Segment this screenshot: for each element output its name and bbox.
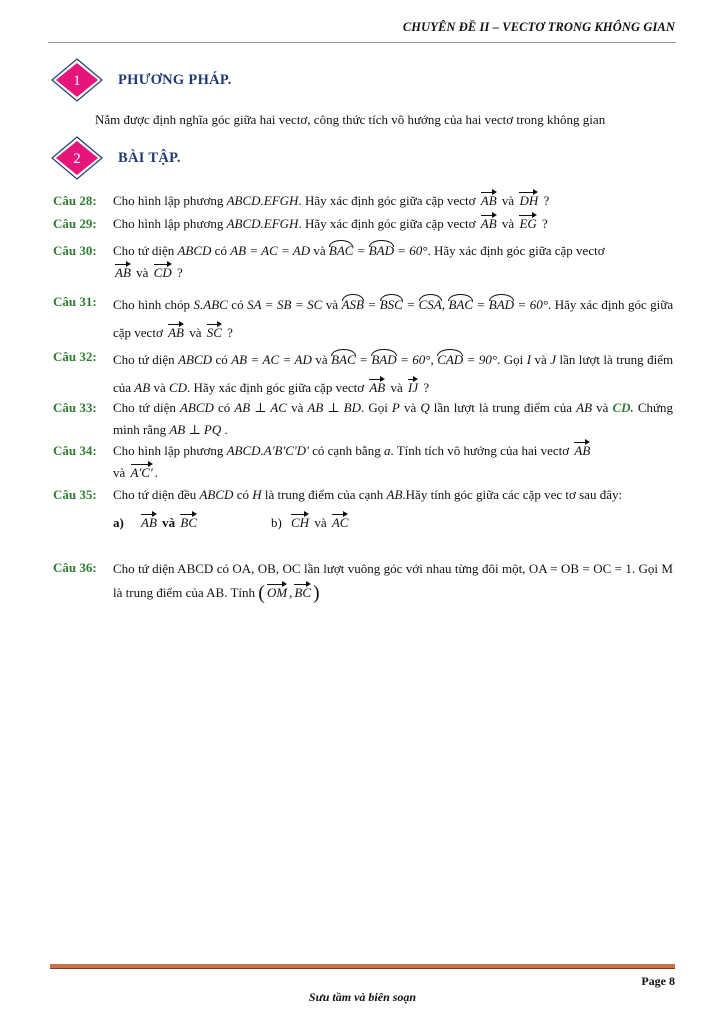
vector-ab: AB: [168, 325, 184, 340]
vector-a-prime-c-prime: A'C': [130, 465, 153, 480]
q-text: và: [136, 265, 149, 280]
angle-bsc: BSC: [380, 294, 403, 312]
q-math: a: [383, 443, 391, 458]
q-text: . Hãy xác định góc giữa cặp vectơ: [187, 380, 365, 395]
q-math: CD.: [612, 400, 634, 415]
q-math: AB ⊥ PQ: [169, 422, 222, 437]
angle-bac: BAC: [329, 240, 354, 258]
q-text: . Hãy xác định góc giữa cặp vectơ: [298, 193, 476, 208]
q-math: AB: [576, 400, 593, 415]
q-text: Cho tứ diện: [113, 243, 175, 258]
q-math: =: [356, 243, 366, 258]
question-label: Câu 34:: [53, 443, 97, 458]
q-text: Cho tứ diện: [113, 400, 176, 415]
q-text: và: [189, 325, 202, 340]
q-math: =: [476, 297, 486, 312]
vector-dh: DH: [519, 193, 539, 208]
q-math: AB ⊥ AC: [234, 400, 287, 415]
sub-question-b: [289, 512, 350, 534]
question-35: [53, 484, 673, 536]
angle-bad: BAD: [369, 240, 394, 258]
vector-ch: CH: [291, 515, 310, 530]
question-34: [53, 440, 673, 484]
q-text: ?: [176, 265, 183, 280]
q-text: Cho hình lập phương: [113, 443, 224, 458]
vector-ab: AB: [141, 515, 157, 530]
angle-asb: ASB: [342, 294, 364, 312]
q-math: I: [526, 352, 532, 367]
q-text: lần lượt là trung điểm của: [113, 352, 674, 395]
q-text: Chứng minh rằng: [113, 400, 674, 437]
question-36: [53, 557, 673, 605]
angle-cad: CAD: [437, 349, 463, 367]
q-text: có: [214, 243, 227, 258]
q-text: . Gọi: [497, 352, 524, 367]
document-header: CHUYÊN ĐỀ II – VECTƠ TRONG KHÔNG GIAN: [402, 20, 675, 34]
question-32: [53, 346, 673, 402]
question-30: [53, 240, 673, 284]
vector-ab: AB: [574, 443, 591, 458]
q-text: Cho tứ diện: [113, 352, 175, 367]
question-28: [53, 190, 673, 212]
q-math: =: [406, 297, 416, 312]
question-33: [53, 397, 673, 441]
vector-ab: AB: [369, 380, 386, 395]
question-label: Câu 28:: [53, 193, 97, 208]
q-text: .Hãy tính góc giữa các cặp vec tơ sau đây:: [402, 487, 623, 502]
q-math: AB = AC = AD: [230, 243, 311, 258]
question-label: Câu 33:: [53, 400, 97, 415]
sub-question-b-label: b): [271, 515, 282, 530]
q-text: . Hãy xác định góc giữa cặp vectơ: [113, 297, 674, 340]
sub-question-a: [139, 512, 199, 534]
q-math: ABCD: [199, 487, 234, 502]
q-math: ABCD.A'B'C'D': [226, 443, 309, 458]
header-divider: [48, 42, 676, 43]
q-text: và: [313, 243, 326, 258]
question-label: Câu 32:: [53, 349, 97, 364]
q-text: và: [314, 515, 327, 530]
q-text: lần lượt là trung điểm của: [433, 400, 573, 415]
vector-ac: AC: [331, 515, 349, 530]
q-math: ABCD.EFGH: [226, 193, 299, 208]
q-text: .: [154, 465, 158, 480]
q-text: và: [390, 380, 403, 395]
q-text: . Tính tích vô hướng của hai vectơ: [390, 443, 570, 458]
q-text: và: [153, 380, 166, 395]
vector-bc: BC: [294, 585, 312, 600]
q-text: Cho hình chóp: [113, 297, 191, 312]
q-math: S.ABC: [193, 297, 228, 312]
question-label: Câu 31:: [53, 294, 97, 309]
q-math: AB: [386, 487, 403, 502]
angle-csa: CSA: [419, 294, 442, 312]
angle-bac: BAC: [448, 294, 473, 312]
angle-bad: BAD: [371, 349, 396, 367]
q-text: và: [325, 297, 339, 312]
footer-divider: [50, 964, 675, 969]
q-text: ?: [423, 380, 430, 395]
section-exercises: [48, 136, 348, 180]
question-label: Câu 30:: [53, 243, 97, 258]
q-math: ABCD: [178, 352, 213, 367]
section-number: 1: [73, 73, 81, 89]
q-text: và: [534, 352, 547, 367]
q-paren: (: [258, 582, 265, 604]
q-math: ABCD: [179, 400, 214, 415]
q-math: = 60°: [400, 352, 431, 367]
vector-ab: AB: [115, 265, 131, 280]
q-text: và: [291, 400, 304, 415]
q-math: SA = SB = SC: [247, 297, 323, 312]
angle-bad: BAD: [489, 294, 514, 312]
q-math: AB = AC = AD: [231, 352, 312, 367]
q-text: và: [315, 352, 328, 367]
q-math: =: [359, 352, 368, 367]
q-text: có: [215, 352, 228, 367]
q-text: có: [231, 297, 244, 312]
vector-ij: IJ: [408, 380, 419, 395]
section-methods: [48, 58, 348, 102]
q-text: ?: [227, 325, 233, 340]
q-text: và: [596, 400, 609, 415]
q-math: P: [391, 400, 400, 415]
q-text: . Hãy xác định góc giữa cặp vectơ: [298, 216, 476, 231]
q-text: .: [224, 422, 228, 437]
q-text: ,: [289, 585, 293, 600]
vector-om: OM: [266, 585, 288, 600]
q-text: ?: [542, 216, 548, 231]
intro-text: Nắm được định nghĩa góc giữa hai vectơ, công thức tích vô hướng của hai vectơ trong không gian: [95, 112, 606, 127]
vector-cd: CD: [153, 265, 172, 280]
q-math: = 90°: [466, 352, 498, 367]
section-title: BÀI TẬP.: [118, 150, 181, 166]
q-math: = 60°: [397, 243, 428, 258]
footer-credit: Sưu tầm và biên soạn: [308, 990, 417, 1004]
sub-questions: [113, 512, 673, 536]
question-29: [53, 213, 673, 235]
section-title: PHƯƠNG PHÁP.: [118, 72, 232, 88]
q-text: và: [501, 193, 515, 208]
vector-bc: BC: [180, 515, 198, 530]
q-text: . Hãy xác định góc giữa cặp vectơ: [427, 243, 605, 258]
q-math: Q: [420, 400, 430, 415]
q-text: có cạnh bằng: [312, 443, 381, 458]
vector-sc: SC: [206, 325, 222, 340]
vector-eg: EG: [519, 216, 537, 231]
q-math: = 60°: [517, 297, 548, 312]
q-math: ABCD.EFGH: [226, 216, 299, 231]
q-math: ABCD: [177, 243, 212, 258]
q-text: ,: [430, 352, 434, 367]
q-text: Cho tứ diện đều: [113, 487, 197, 502]
q-text: có: [236, 487, 249, 502]
q-math: AB: [134, 380, 151, 395]
q-text: có: [217, 400, 231, 415]
q-math: =: [367, 297, 377, 312]
sub-question-a-label: a): [113, 515, 124, 530]
q-text: và: [403, 400, 417, 415]
q-text: Cho tứ diện ABCD có OA, OB, OC lần lượt vuông góc với nhau từng đôi một, OA = OB = OC = 1. Gọi M là trung điểm của AB. Tính: [113, 561, 673, 600]
page-number: Page 8: [641, 974, 675, 988]
question-label: Câu 35:: [53, 487, 97, 502]
section-badge-icon: [48, 58, 106, 102]
q-text: . Gọi: [361, 400, 388, 415]
section-badge-icon: [48, 136, 106, 180]
q-math: H: [252, 487, 262, 502]
q-text: Cho hình lập phương: [113, 216, 224, 231]
question-label: Câu 36:: [53, 560, 97, 575]
q-text: Cho hình lập phương: [113, 193, 224, 208]
q-paren: ): [313, 582, 320, 604]
q-text: và: [113, 465, 126, 480]
section-number: 2: [73, 151, 81, 167]
question-label: Câu 29:: [53, 216, 97, 231]
q-math: CD: [168, 380, 188, 395]
angle-bac: BAC: [331, 349, 356, 367]
question-31: [53, 291, 673, 347]
q-text: ?: [543, 193, 550, 208]
q-text: và: [501, 216, 515, 231]
q-text: là trung điểm của cạnh: [264, 487, 384, 502]
vector-ab: AB: [480, 216, 497, 231]
q-text: ,: [441, 297, 445, 312]
q-math: AB ⊥ BD: [307, 400, 362, 415]
vector-ab: AB: [480, 193, 497, 208]
q-text: và: [162, 515, 176, 530]
q-math: J: [550, 352, 557, 367]
